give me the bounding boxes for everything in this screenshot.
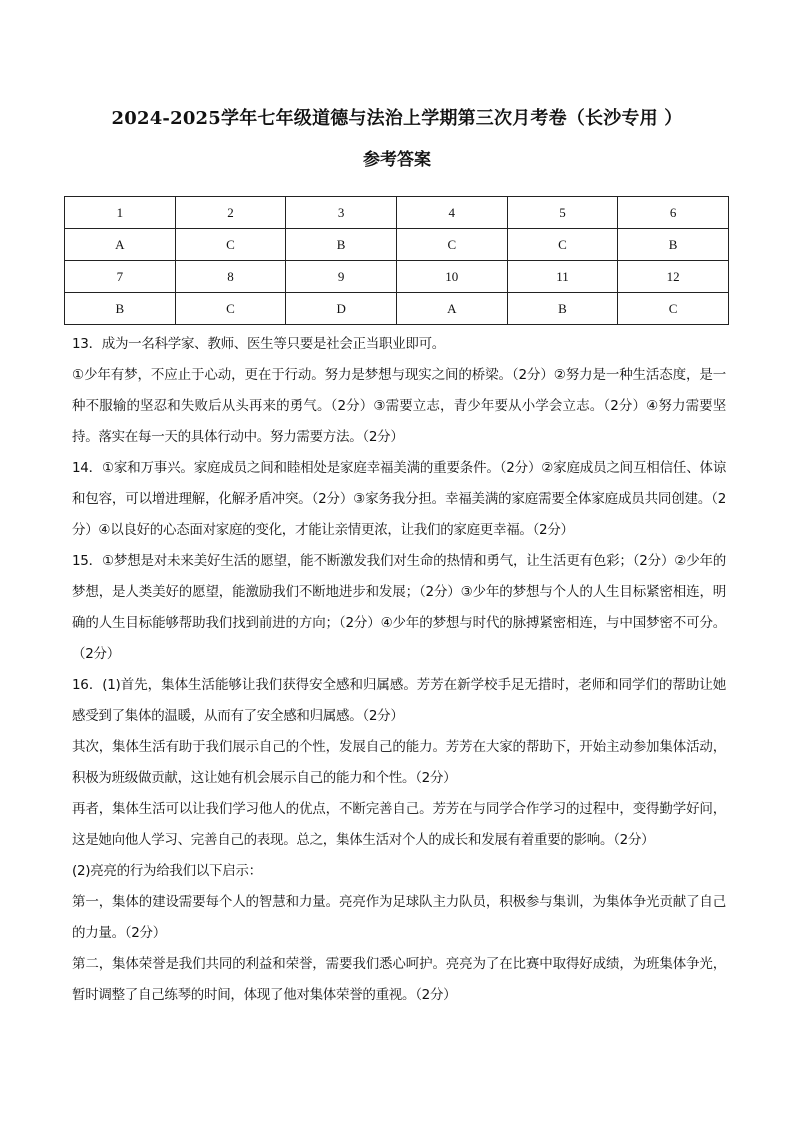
- answer-paragraph: 其次，集体生活有助于我们展示自己的个性，发展自己的能力。芳芳在大家的帮助下，开始主动参加集体活动，积极为班级做贡献，这让她有机会展示自己的能力和个性。（2分）: [72, 739, 726, 786]
- answer-paragraph: 第二，集体荣誉是我们共同的利益和荣誉，需要我们悉心呵护。亮亮为了在比赛中取得好成绩，为班集体争光，暂时调整了自己练琴的时间，体现了他对集体荣誉的重视。（2分）: [72, 956, 726, 1003]
- answer-paragraph: 14．①家和万事兴。家庭成员之间和睦相处是家庭幸福美满的重要条件。（2分）②家庭成员之间互相信任、体谅和包容，可以增进理解，化解矛盾冲突。（2分）③家务我分担。幸福美满的家庭需要全体家庭成员共同创建。（2分）④以良好的心态面对家庭的变化，才能让亲情更浓，让我们的家庭更幸福。（2分）: [72, 460, 726, 538]
- table-cell: 2: [175, 197, 286, 229]
- table-cell: 1: [65, 197, 176, 229]
- answer-paragraph: 15．①梦想是对未来美好生活的愿望，能不断激发我们对生命的热情和勇气，让生活更有色彩；（2分）②少年的梦想，是人类美好的愿望，能激励我们不断地进步和发展；（2分）③少年的梦想与个人的人生目标紧密相连，明确的人生目标能够帮助我们找到前进的方向；（2分）④少年的梦想与时代的脉搏紧密相连，与中国梦密不可分。（2分）: [72, 553, 726, 662]
- table-cell: C: [175, 293, 286, 325]
- answer-paragraph: 再者，集体生活可以让我们学习他人的优点，不断完善自己。芳芳在与同学合作学习的过程中，变得勤学好问，这是她向他人学习、完善自己的表现。总之，集体生活对个人的成长和发展有着重要的影响。（2分）: [72, 801, 726, 848]
- answer-paragraph: 第一，集体的建设需要每个人的智慧和力量。亮亮作为足球队主力队员，积极参与集训，为集体争光贡献了自己的力量。（2分）: [72, 894, 726, 941]
- answer-table: [64, 196, 729, 325]
- answer-paragraph: ①少年有梦，不应止于心动，更在于行动。努力是梦想与现实之间的桥梁。（2分）②努力是一种生活态度，是一种不服输的坚忍和失败后从头再来的勇气。（2分）③需要立志，青少年要从小学会立志。（2分）④努力需要坚持。落实在每一天的具体行动中。努力需要方法。（2分）: [72, 367, 726, 445]
- document-title: 2024-2025学年七年级道德与法治上学期第三次月考卷（长沙专用 ）: [111, 108, 683, 129]
- table-cell: C: [618, 293, 729, 325]
- table-cell: A: [65, 229, 176, 261]
- table-cell: 3: [286, 197, 397, 229]
- table-cell: C: [507, 229, 618, 261]
- document-subtitle: 参考答案: [363, 150, 431, 170]
- table-cell: B: [618, 229, 729, 261]
- table-cell: 9: [286, 261, 397, 293]
- table-cell: B: [65, 293, 176, 325]
- table-cell: A: [396, 293, 507, 325]
- table-cell: 6: [618, 197, 729, 229]
- table-cell: 11: [507, 261, 618, 293]
- table-cell: B: [507, 293, 618, 325]
- table-cell: 8: [175, 261, 286, 293]
- table-cell: D: [286, 293, 397, 325]
- table-cell: 12: [618, 261, 729, 293]
- table-cell: 10: [396, 261, 507, 293]
- table-cell: 7: [65, 261, 176, 293]
- table-cell: B: [286, 229, 397, 261]
- table-row: [65, 197, 729, 229]
- answer-paragraph: 16．(1)首先，集体生活能够让我们获得安全感和归属感。芳芳在新学校手足无措时，老师和同学们的帮助让她感受到了集体的温暖，从而有了安全感和归属感。（2分）: [72, 677, 726, 724]
- table-row: [65, 293, 729, 325]
- table-row: [65, 229, 729, 261]
- answer-body: [72, 329, 726, 1011]
- table-cell: 5: [507, 197, 618, 229]
- table-cell: 4: [396, 197, 507, 229]
- table-row: [65, 261, 729, 293]
- table-cell: C: [396, 229, 507, 261]
- answer-paragraph: 13．成为一名科学家、教师、医生等只要是社会正当职业即可。: [72, 336, 445, 352]
- answer-paragraph: (2)亮亮的行为给我们以下启示：: [72, 863, 262, 879]
- table-cell: C: [175, 229, 286, 261]
